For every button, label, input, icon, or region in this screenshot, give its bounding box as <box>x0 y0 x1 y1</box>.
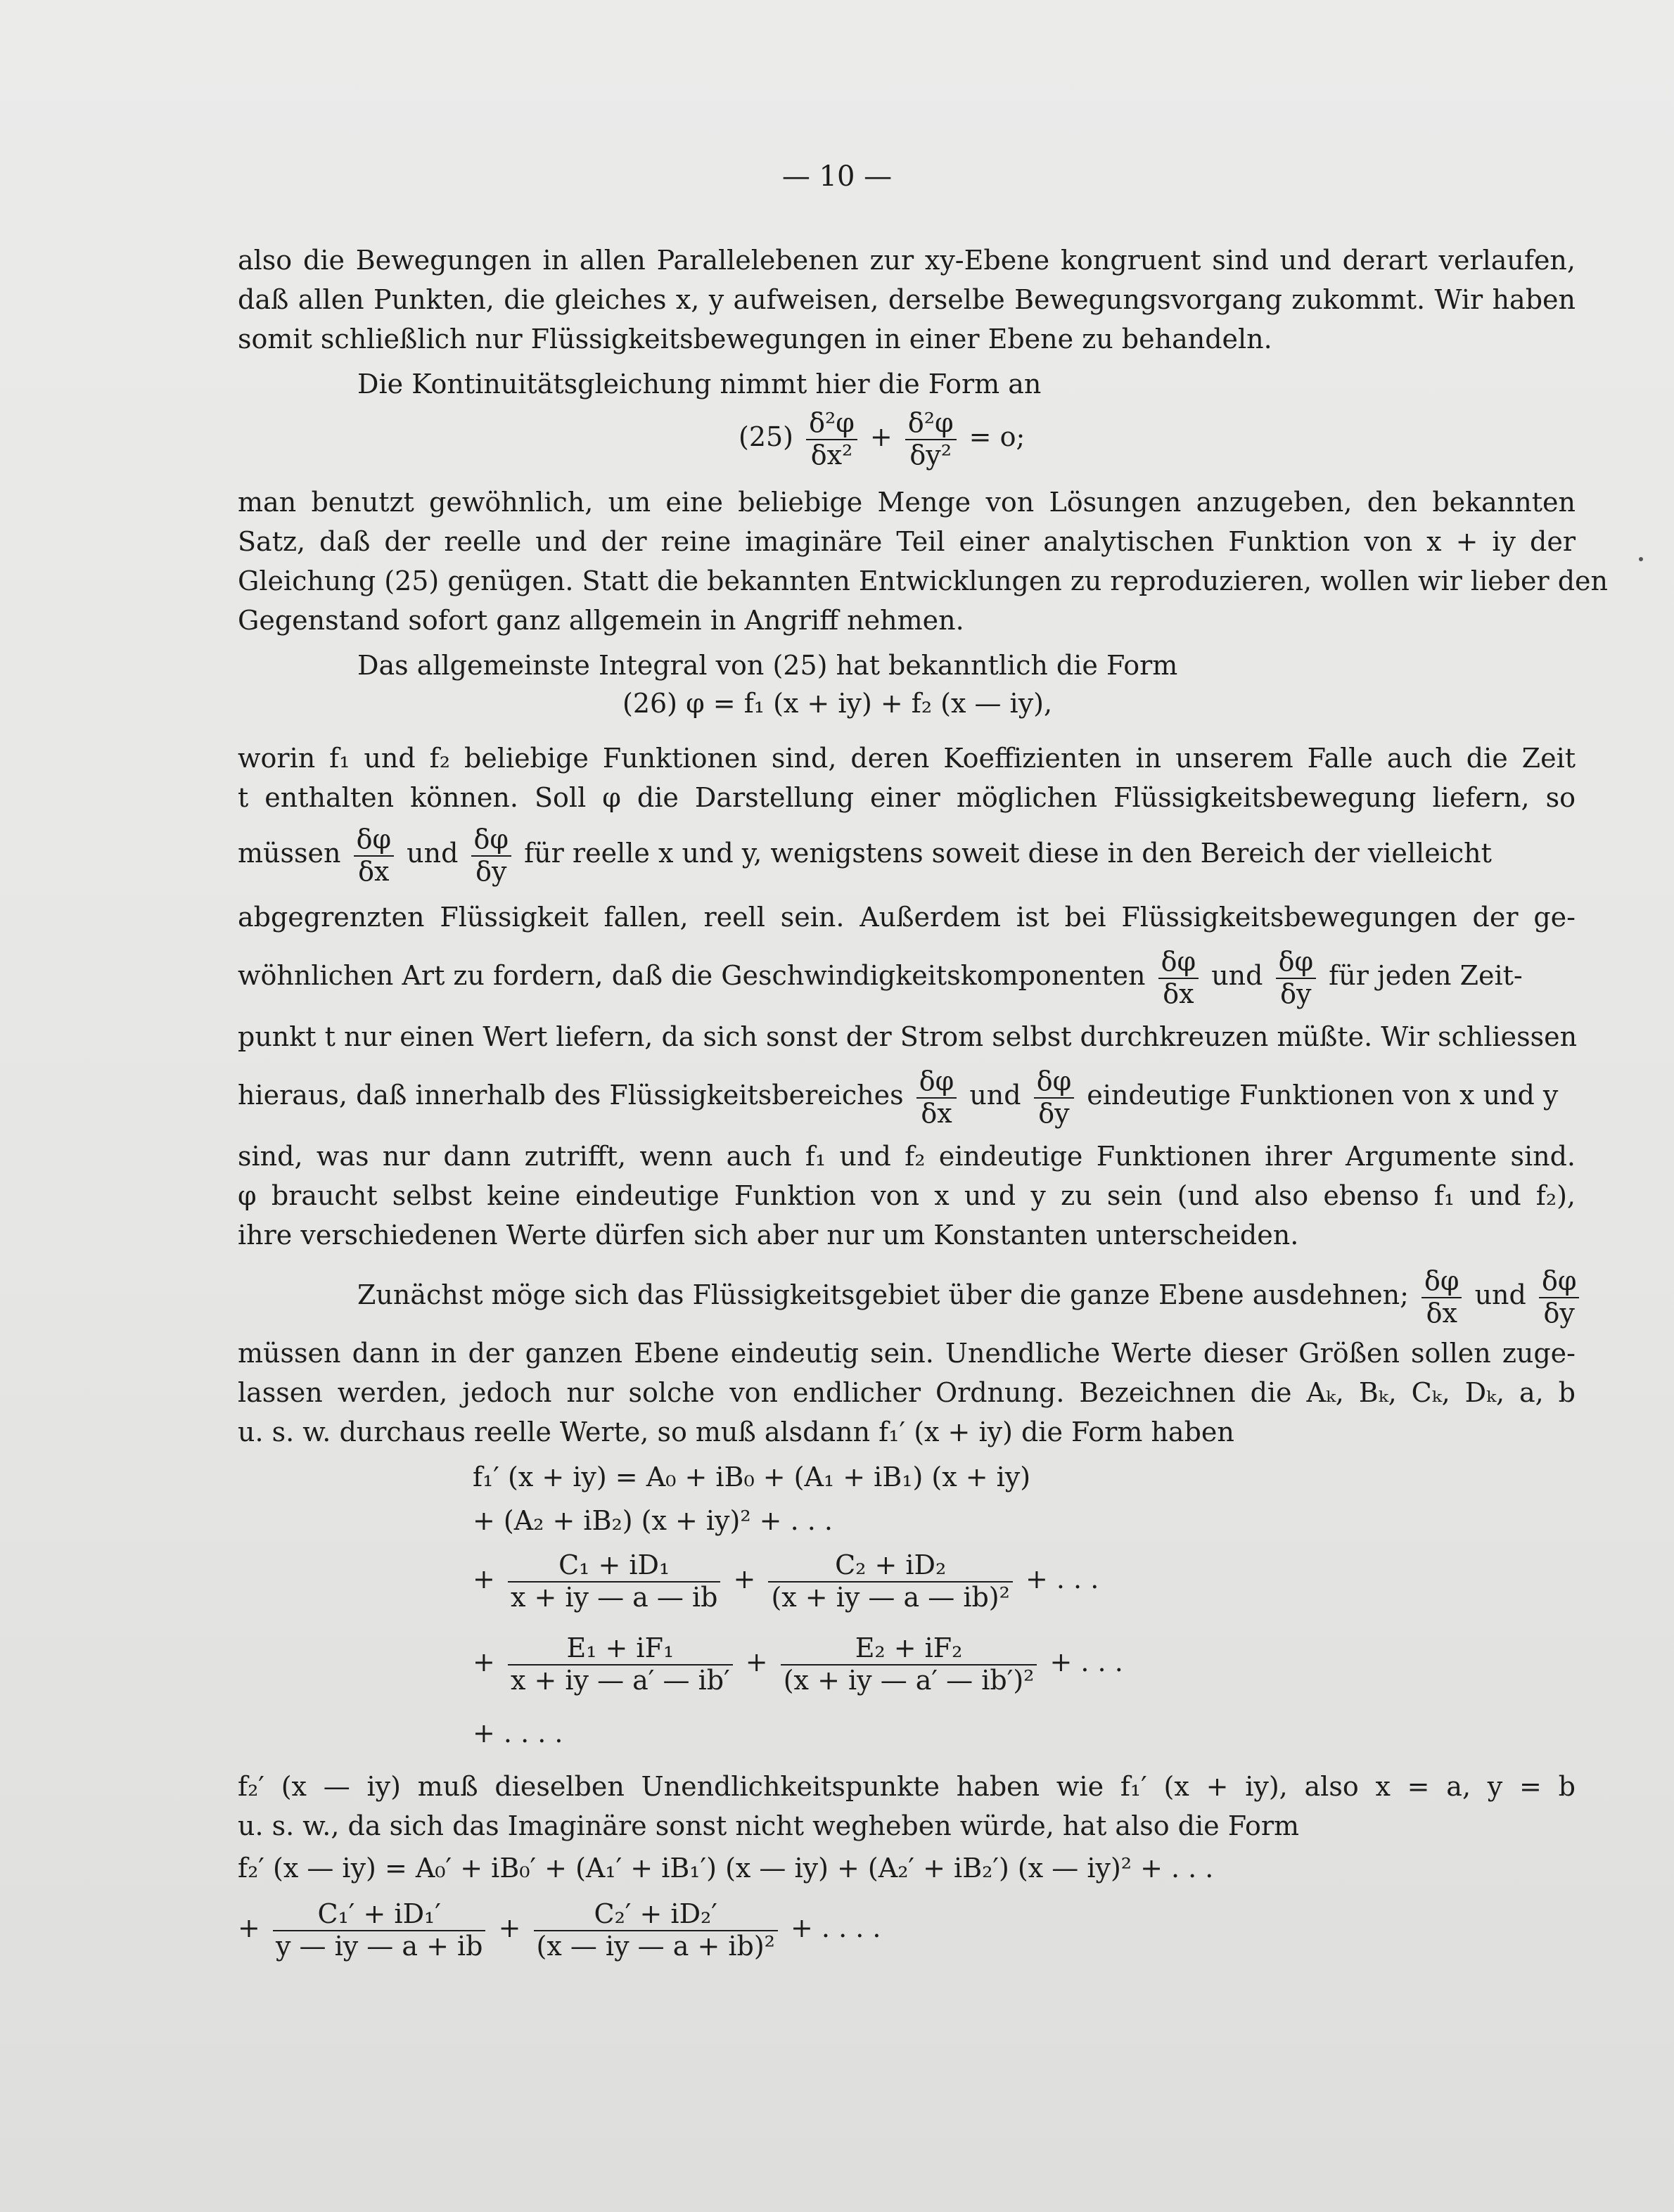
equation-f1-line4 <box>473 1633 1123 1696</box>
inline-text: und <box>1211 960 1263 992</box>
fraction-numerator: δφ <box>1161 946 1196 977</box>
fraction-numerator: δφ <box>1424 1265 1459 1296</box>
inline-text: Zunächst möge sich das Flüssigkeitsgebiet über die ganze Ebene ausdehnen; <box>357 1279 1409 1311</box>
text-line: punkt t nur einen Wert liefern, da sich sonst der Strom selbst durchkreuzen müßte. Wir schliessen <box>238 1021 1578 1052</box>
fraction <box>471 824 512 887</box>
fraction-numerator: C₂ + iD₂ <box>835 1549 947 1580</box>
fraction <box>1539 1266 1580 1329</box>
fraction-denominator: δy <box>471 855 512 888</box>
equation-label: (25) <box>739 421 794 453</box>
plus-sign: + <box>733 1564 756 1595</box>
fraction-denominator: δy² <box>905 439 957 471</box>
text-line: t enthalten können. Soll φ die Darstellung einer möglichen Flüssigkeitsbewegung liefern, so <box>238 782 1576 813</box>
fraction-numerator: C₂′ + iD₂′ <box>594 1898 717 1929</box>
inline-text: für reelle x und y, wenigstens soweit diese in den Bereich der vielleicht <box>524 838 1492 869</box>
fraction-denominator: δy <box>1034 1097 1075 1130</box>
text-line: daß allen Punkten, die gleiches x, y aufweisen, derselbe Bewegungsvorgang zukommt. Wir haben <box>238 284 1576 315</box>
inline-text: und <box>969 1080 1021 1111</box>
equation-f2-line1: f₂′ (x — iy) = A₀′ + iB₀′ + (A₁′ + iB₁′) (x — iy) + (A₂′ + iB₂′) (x — iy)² + . . . <box>238 1853 1214 1884</box>
fraction <box>1158 947 1199 1009</box>
fraction-denominator: δx <box>1421 1297 1462 1329</box>
fraction-numerator: δφ <box>1036 1066 1072 1097</box>
fraction <box>781 1633 1037 1696</box>
fraction-numerator: C₁′ + iD₁′ <box>317 1898 441 1929</box>
text-line-with-fractions <box>238 947 1523 1009</box>
fraction <box>905 408 957 471</box>
equation-rhs: = o; <box>969 421 1026 453</box>
equation-f2-line2 <box>238 1899 881 1962</box>
text-line: u. s. w. durchaus reelle Werte, so muß alsdann f₁′ (x + iy) die Form haben <box>238 1417 1234 1447</box>
fraction-denominator: (x + iy — a — ib)² <box>768 1581 1012 1613</box>
text-line: worin f₁ und f₂ beliebige Funktionen sind, deren Koeffizienten in unserem Falle auch die Zeit <box>238 743 1576 774</box>
fraction <box>806 408 857 471</box>
text-line: Gegenstand sofort ganz allgemein in Angriff nehmen. <box>238 605 964 636</box>
fraction-numerator: δφ <box>356 824 392 855</box>
text-line-with-fractions <box>357 1266 1583 1329</box>
equation-f1-line1: f₁′ (x + iy) = A₀ + iB₀ + (A₁ + iB₁) (x + iy) <box>473 1462 1031 1492</box>
fraction-numerator: δ²φ <box>809 407 855 438</box>
plus-sign: + <box>745 1647 768 1678</box>
plus-sign: + <box>238 1912 260 1944</box>
equation-26: (26) φ = f₁ (x + iy) + f₂ (x — iy), <box>622 688 1053 719</box>
fraction <box>916 1066 957 1129</box>
ellipsis: + . . . . <box>791 1912 881 1944</box>
text-line: Satz, daß der reelle und der reine imaginäre Teil einer analytischen Funktion von x + iy der <box>238 526 1576 557</box>
fraction-denominator: δy <box>1276 978 1317 1010</box>
fraction-denominator: δy <box>1539 1297 1580 1329</box>
text-line: Gleichung (25) genügen. Statt die bekannten Entwicklungen zu reproduzieren, wollen wir lieber den <box>238 565 1609 596</box>
fraction-denominator: δx² <box>806 439 857 471</box>
text-line: Die Kontinuitätsgleichung nimmt hier die Form an <box>357 369 1042 399</box>
text-line-with-fractions <box>238 1066 1558 1129</box>
fraction-numerator: δφ <box>1541 1265 1577 1296</box>
text-line: also die Bewegungen in allen Parallelebenen zur xy-Ebene kongruent sind und derart verlaufen, <box>238 245 1576 276</box>
page-number: — 10 — <box>781 160 893 193</box>
inline-text: für jeden Zeit- <box>1329 960 1523 992</box>
fraction <box>508 1633 733 1696</box>
fraction-numerator: δ²φ <box>907 407 954 438</box>
text-line: φ braucht selbst keine eindeutige Funktion von x und y zu sein (und also ebenso f₁ und f₂), <box>238 1180 1576 1211</box>
equation-f1-tail: + . . . . <box>473 1718 563 1748</box>
fraction <box>1034 1066 1075 1129</box>
text-line: Das allgemeinste Integral von (25) hat bekanntlich die Form <box>357 650 1178 681</box>
equation-25 <box>739 408 1025 471</box>
fraction-denominator: y — iy — a + ib <box>273 1930 486 1962</box>
inline-text: hieraus, daß innerhalb des Flüssigkeitsbereiches <box>238 1080 904 1111</box>
fraction <box>534 1899 778 1962</box>
fraction-numerator: E₁ + iF₁ <box>566 1632 675 1663</box>
plus-sign: + <box>473 1564 495 1595</box>
fraction <box>273 1899 486 1962</box>
plus-sign: + <box>473 1647 495 1678</box>
inline-text: und <box>407 838 459 869</box>
equation-f1-line3 <box>473 1550 1099 1613</box>
fraction-denominator: δx <box>1158 978 1199 1010</box>
equation-f1-line2: + (A₂ + iB₂) (x + iy)² + . . . <box>473 1505 833 1536</box>
ellipsis: + . . . <box>1049 1647 1123 1678</box>
fraction-denominator: x + iy — a′ — ib′ <box>508 1664 733 1696</box>
fraction-numerator: E₂ + iF₂ <box>855 1632 963 1663</box>
ellipsis: + . . . <box>1025 1564 1099 1595</box>
fraction <box>354 824 395 887</box>
text-line: man benutzt gewöhnlich, um eine beliebige Menge von Lösungen anzugeben, den bekannten <box>238 487 1576 518</box>
fraction-denominator: δx <box>916 1097 957 1130</box>
text-line: lassen werden, jedoch nur solche von endlicher Ordnung. Bezeichnen die Aₖ, Bₖ, Cₖ, Dₖ, a, b <box>238 1377 1576 1408</box>
fraction <box>508 1550 721 1613</box>
inline-text: eindeutige Funktionen von x und y <box>1087 1080 1559 1111</box>
scan-speck <box>1639 557 1643 561</box>
fraction <box>768 1550 1012 1613</box>
fraction-numerator: δφ <box>919 1066 954 1097</box>
fraction-denominator: (x + iy — a′ — ib′)² <box>781 1664 1037 1696</box>
fraction <box>1276 947 1317 1009</box>
plus-sign: + <box>498 1912 521 1944</box>
fraction-denominator: x + iy — a — ib <box>508 1581 721 1613</box>
text-line: u. s. w., da sich das Imaginäre sonst nicht wegheben würde, hat also die Form <box>238 1810 1300 1841</box>
text-line-with-fractions <box>238 824 1492 887</box>
plus-sign: + <box>869 421 893 453</box>
fraction-denominator: δx <box>354 855 395 888</box>
fraction-denominator: (x — iy — a + ib)² <box>534 1930 778 1962</box>
fraction-numerator: δφ <box>473 824 509 855</box>
text-line: somit schließlich nur Flüssigkeitsbewegungen in einer Ebene zu behandeln. <box>238 324 1272 354</box>
text-line: f₂′ (x — iy) muß dieselben Unendlichkeitspunkte haben wie f₁′ (x + iy), also x = a, y = b <box>238 1771 1576 1802</box>
text-line: ihre verschiedenen Werte dürfen sich aber nur um Konstanten unterscheiden. <box>238 1220 1299 1251</box>
inline-text: und <box>1474 1279 1526 1311</box>
fraction <box>1421 1266 1462 1329</box>
text-line: müssen dann in der ganzen Ebene eindeutig sein. Unendliche Werte dieser Größen sollen zuge- <box>238 1338 1576 1369</box>
fraction-numerator: δφ <box>1278 946 1314 977</box>
text-line: abgegrenzten Flüssigkeit fallen, reell sein. Außerdem ist bei Flüssigkeitsbewegungen der ge- <box>238 902 1576 933</box>
text-line: sind, was nur dann zutrifft, wenn auch f₁ und f₂ eindeutige Funktionen ihrer Argumente sind. <box>238 1141 1576 1172</box>
inline-text: wöhnlichen Art zu fordern, daß die Geschwindigkeitskomponenten <box>238 960 1146 992</box>
inline-text: müssen <box>238 838 341 869</box>
fraction-numerator: C₁ + iD₁ <box>558 1549 670 1580</box>
